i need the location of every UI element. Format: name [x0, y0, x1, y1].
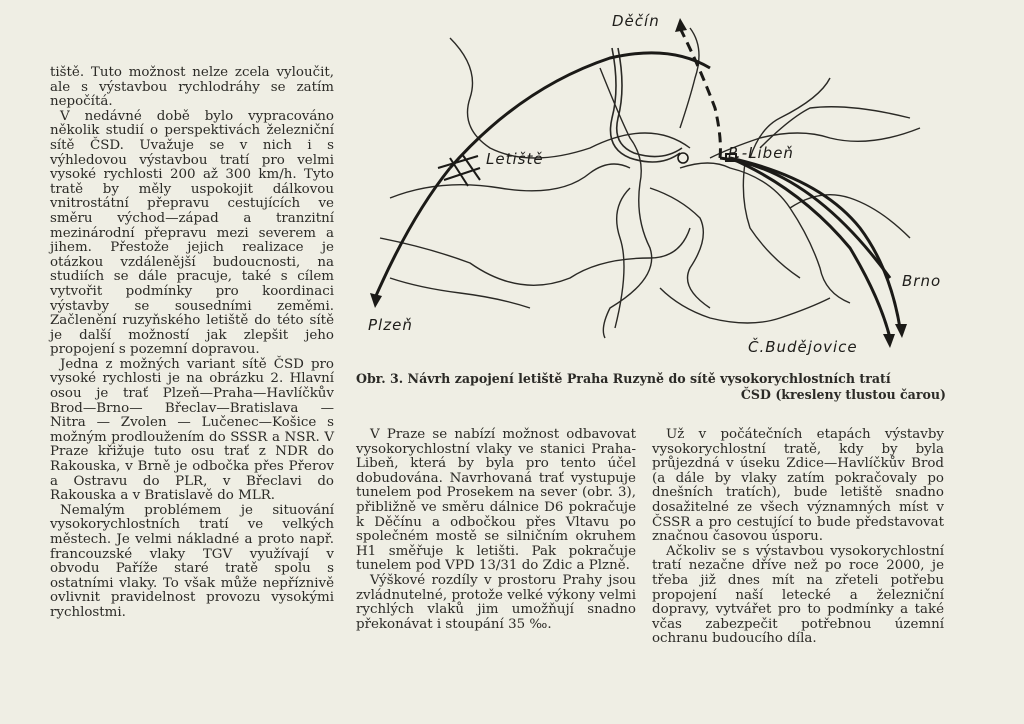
- thin-line: [680, 28, 699, 128]
- label-letiste: Letiště: [486, 150, 544, 168]
- arrow-cb: [883, 334, 895, 348]
- arrow-plzen: [370, 293, 382, 308]
- text-column-right: [652, 428, 944, 647]
- paragraph: Ačkoliv se s výstavbou vysokorychlostní tratí nezačne dříve než po roce 2000, je třeba již dnes mít na zřeteli potřebu propojení naší letecké a železniční dopravy, vytvářet pro to podmínky a také včas zabezpečit potřebnou územní ochranu budoucího díla.: [652, 543, 944, 647]
- paragraph: V Praze se nabízí možnost odbavovat vysokorychlostní vlaky ve stanici Praha-Libeň, která by byla pro tento účel dobudována. Navrhovaná trať vystupuje tunelem pod Prosekem na sever (obr. 3), přibližně ve směru dálnice D6 pokračuje k Děčínu a odbočkou přes Vltavu po společném mostě se silničním okruhem H1 směřuje k letišti. Pak pokračuje tunelem pod VPD 13/31 do Zdic a Plzně.: [356, 427, 636, 574]
- hs-track-decin-north: [680, 28, 720, 158]
- label-decin: Děčín: [612, 12, 660, 30]
- text-column-middle: [356, 428, 636, 632]
- thin-line: [450, 38, 690, 158]
- figure-caption: [356, 371, 946, 403]
- text-column-left: [50, 66, 334, 621]
- caption-line-1: Obr. 3. Návrh zapojení letiště Praha Ruzyně do sítě vysokorychlostních tratí: [356, 371, 891, 386]
- thin-line: [600, 68, 652, 338]
- thin-line: [680, 163, 850, 303]
- thin-line: [760, 107, 910, 148]
- label-plzen: Plzeň: [368, 316, 413, 334]
- river-line: [617, 48, 682, 157]
- thin-line: [650, 188, 710, 308]
- paragraph: Už v počátečních etapách výstavby vysokorychlostní tratě, kdy by byla průjezdná v úseku Zdice—Havlíčkův Brod (a dále by vlaky zatím pokračovaly po dnešních tratích), bude letiště snadno dosažitelné ze všech významných míst v ČSSR a pro cestující to bude představovat značnou časovou úsporu.: [652, 427, 944, 545]
- arrow-brno: [895, 324, 907, 338]
- arrow-decin: [675, 18, 687, 32]
- caption-line-2: ČSD (kresleny tlustou čarou): [740, 387, 946, 402]
- label-liben: P.-Libeň: [728, 144, 794, 162]
- hs-track-liben-brno: [730, 158, 900, 328]
- thin-line: [615, 188, 630, 328]
- railway-map: [350, 8, 950, 366]
- label-brno: Brno: [902, 272, 942, 290]
- hs-track-liben-east: [720, 158, 890, 278]
- label-budejovice: Č.Budějovice: [748, 338, 858, 356]
- paragraph: Jedna z možných variant sítě ČSD pro vysoké rychlosti je na obrázku 2. Hlavní osou je trať Plzeň—Praha—Havlíčkův Brod—Brno— Břeclav—Bratislava — Nitra — Zvolen — Lučenec—Košice s možným prodloužením do SSSR a NSR. V Praze křižuje tuto osu trať z NDR do Rakouska, v Brně je odbočka přes Přerov a Ostravu do PLR, v Břeclavi do Rakouska a v Bratislavě do MLR.: [50, 356, 334, 504]
- paragraph: V nedávné době bylo vypracováno několik studií o perspektivách železniční sítě ČSD. Uvažuje se v nich i s výhledovou výstavbou tratí pro velmi vysoké rychlosti 200 až 300 km/h. Tyto tratě by měly uspokojit dálkovou vnitrostátní přepravu cestujících ve směru východ—západ a tranzitní mezinárodní přepravu mezi severem a jihem. Přestože jejich realizace je otázkou vzdálenější budoucnosti, na studiích se dále pracuje, také s cílem vytvořit podmínky pro koordinaci výstavby se sousedními zeměmi. Začlenění ruzyňského letiště do této sítě je další možností jak zlepšit jeho propojení s pozemní dopravou.: [50, 108, 334, 358]
- thin-line: [380, 228, 690, 285]
- hs-track-plzen: [375, 168, 450, 298]
- thin-line: [390, 164, 630, 198]
- railway-map-figure: [350, 8, 950, 366]
- paragraph: tiště. Tuto možnost nelze zcela vyloučit, ale s výstavbou rychlodráhy se zatím nepočítá.: [50, 65, 334, 110]
- junction-icon: [678, 153, 688, 163]
- paragraph: Výškové rozdíly v prostoru Prahy jsou zvládnutelné, protože velké výkony velmi rychlých vlaků jim umožňují snadno překonávat i stoupání 35 ‰.: [356, 572, 636, 632]
- paragraph: Nemalým problémem je situování vysokorychlostních tratí ve velkých městech. Je velmi nákladné a proto např. francouzské vlaky TGV využívají v obvodu Paříže staré tratě spolu s ostatními vlaky. To však může nepříznivě ovlivnit pravidelnost provozu vysokými rychlostmi.: [50, 502, 334, 620]
- thin-line: [660, 288, 830, 323]
